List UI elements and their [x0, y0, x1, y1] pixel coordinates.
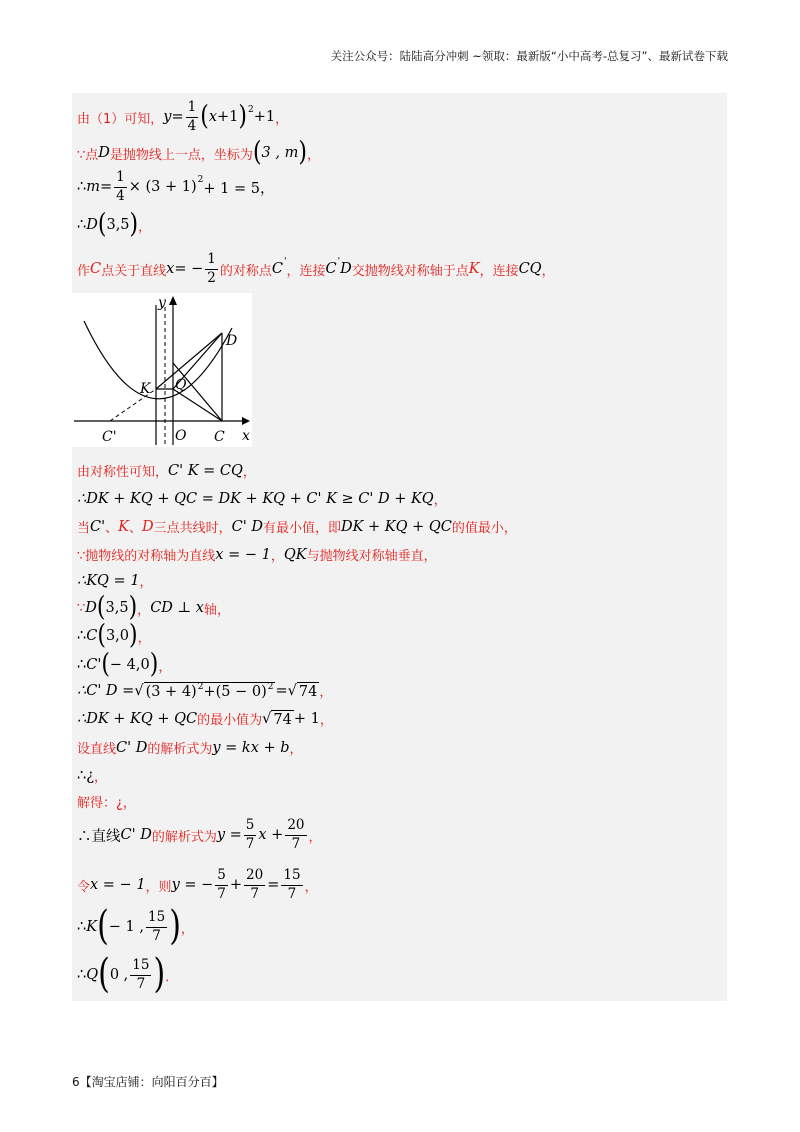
text: 设直线 — [77, 742, 117, 757]
text: ， — [270, 549, 284, 564]
math: ∴KQ = 1 — [77, 572, 140, 589]
sqrt: $(3 + 4)^2+(5 - 0)^2$ — [145, 681, 274, 700]
text: ， — [94, 770, 108, 785]
text: 三点共线时， — [153, 521, 232, 536]
page-footer: 6【淘宝店铺：向阳百分百】 — [72, 1075, 224, 1089]
math: x — [208, 109, 218, 125]
line-5 — [77, 253, 555, 285]
math: K — [86, 919, 98, 935]
label-C-prime: C' — [102, 429, 117, 445]
line-10 — [77, 571, 153, 590]
text: 点关于直线 — [101, 263, 167, 279]
math: C' D — [231, 518, 263, 535]
line-17 — [77, 766, 107, 785]
fraction: $\frac{5}{7}$ — [245, 817, 255, 852]
prime: ' — [283, 257, 287, 267]
sqrt: 74 — [298, 683, 318, 700]
math: C — [86, 628, 98, 644]
text: 的解析式为 — [147, 742, 213, 757]
label-y: y — [158, 295, 166, 311]
math: ∴直线 — [77, 828, 121, 845]
text: 由对称性可知， — [77, 465, 169, 480]
fraction: $\frac{15}{7}$ — [283, 867, 301, 902]
math: x = − 1 — [215, 546, 271, 563]
fraction: $\frac{1}{2}$ — [207, 251, 216, 286]
text: 的解析式为 — [151, 829, 217, 845]
line-4: ∴ D ( 3,5 ) ， — [77, 208, 152, 240]
page-header: 关注公众号：陆陆高分冲刺 ~领取：最新版“小中高考-总复习”、最新试卷下载 — [330, 49, 728, 63]
math: ∴C' D = — [77, 682, 135, 699]
fraction: $\frac{15}{7}$ — [148, 909, 166, 944]
math: ∴ — [77, 919, 87, 935]
math: C' K = CQ — [168, 462, 243, 479]
math: ∴ — [77, 179, 87, 195]
math: ∴ — [77, 657, 87, 673]
text: ， — [319, 713, 333, 728]
solution-panel — [72, 93, 727, 1001]
text: ， — [306, 147, 320, 163]
math: − 4,0 — [109, 657, 150, 673]
math: ∴ — [77, 217, 87, 233]
math: + 1 = 5， — [203, 180, 275, 197]
math: y = − — [171, 877, 214, 893]
line-2: ∵点 D 是抛物线上一点，坐标为 ( 3 , m ) ， — [77, 136, 320, 168]
figure-svg — [72, 293, 252, 447]
fraction: $\frac{1}{4}$ — [116, 169, 125, 204]
math: C — [90, 261, 102, 277]
label-C: C — [214, 429, 225, 445]
text: 与抛物线对称轴垂直， — [306, 549, 437, 564]
line-21: ∴ K ( − 1 , $\frac{15}{7}$ ) ， — [77, 902, 194, 950]
sqrt: 74 — [273, 711, 292, 728]
text: ， — [275, 111, 289, 127]
text: 的最小值为 — [197, 713, 263, 728]
math: QK — [283, 546, 307, 563]
math: D — [340, 261, 352, 277]
math: ∴¿ — [77, 767, 94, 784]
math: = — [99, 179, 113, 195]
text: 交抛物线对称轴于点 — [351, 263, 469, 279]
math: y = kx + b — [212, 739, 290, 756]
math: C' D — [120, 827, 152, 843]
math: 3,0 — [105, 628, 129, 644]
exponent: 2 — [197, 175, 204, 185]
math: D — [141, 518, 154, 535]
label-Q: Q — [175, 377, 187, 393]
text: ∵抛物线的对称轴为直线 — [77, 549, 216, 564]
math: DK + KQ + QC — [340, 518, 452, 535]
math: C — [325, 261, 337, 277]
text: ∵ — [77, 600, 86, 616]
math: C' — [86, 657, 102, 673]
math: ∴DK + KQ + QC = DK + KQ + C' K ≥ C' D + KQ — [77, 490, 434, 507]
text: ， — [122, 796, 136, 811]
text: 、 — [128, 521, 142, 536]
math: y — [163, 109, 172, 125]
math: = — [267, 877, 280, 893]
math: = — [275, 682, 288, 699]
text: ， — [289, 742, 303, 757]
exponent: 2 — [247, 105, 254, 115]
text: ， — [242, 465, 256, 480]
fraction: $\frac{20}{7}$ — [246, 867, 264, 902]
fraction: $\frac{20}{7}$ — [287, 817, 305, 852]
text: ， — [304, 879, 318, 895]
label-D: D — [226, 333, 238, 349]
geometry-figure — [72, 293, 252, 447]
math: y = — [216, 827, 242, 843]
math: D — [98, 145, 110, 161]
math: x = − 1 — [90, 877, 146, 893]
line-11: ∵ D ( 3,5 ) ， CD ⊥ x 轴， — [77, 591, 230, 623]
text: ， — [541, 263, 555, 279]
math: = − — [174, 261, 204, 277]
line-13: ∴ C' ( − 4,0 ) ， — [77, 648, 172, 680]
math: D — [86, 217, 98, 233]
math: 3,5 — [105, 600, 129, 616]
text: ∵点 — [77, 147, 99, 163]
line-22: ∴ Q ( 0 , $\frac{15}{7}$ ) ． — [77, 950, 179, 998]
math: D — [85, 600, 97, 616]
text: 是抛物线上一点，坐标为 — [109, 147, 253, 163]
line-8 — [77, 517, 517, 536]
math: 0 , — [109, 967, 129, 983]
line-12: ∴ C ( 3,0 ) ， — [77, 619, 151, 651]
line-19 — [77, 819, 322, 851]
label-O: O — [175, 428, 187, 444]
text: 有最小值，即 — [262, 521, 341, 536]
line-6 — [77, 461, 256, 480]
text: 的值最小， — [451, 521, 517, 536]
label-x: x — [242, 428, 250, 444]
math: CD ⊥ x — [150, 600, 204, 616]
fraction: $\frac{1}{4}$ — [187, 99, 197, 134]
prime: ' — [337, 257, 341, 267]
line-16 — [77, 738, 303, 757]
math: ∴ — [77, 967, 87, 983]
text: ， — [137, 602, 151, 618]
text: 轴， — [203, 602, 230, 618]
math: K — [468, 261, 480, 277]
text: 解得：¿ — [77, 796, 123, 811]
math: + 1 — [293, 710, 320, 727]
text: ， — [137, 630, 151, 646]
fraction: $\frac{15}{7}$ — [132, 957, 150, 992]
math: + — [229, 877, 243, 893]
math: ∴DK + KQ + QC — [77, 710, 198, 727]
text: ， — [139, 575, 153, 590]
text: 当 — [77, 521, 91, 536]
line-7 — [77, 489, 447, 508]
math: CQ — [518, 261, 542, 277]
text: ． — [165, 969, 179, 985]
math: C' — [90, 518, 106, 535]
text: 、 — [105, 521, 119, 536]
label-K: K — [140, 381, 151, 397]
math: × (3 + 1) — [128, 179, 197, 195]
text: ，连接 — [479, 263, 519, 279]
text: 的对称点 — [219, 263, 272, 279]
math: x + — [258, 827, 284, 843]
math: 3,5 — [106, 217, 130, 233]
math: +1 — [217, 109, 239, 125]
text: ，则 — [145, 879, 172, 895]
text: 作 — [77, 263, 91, 279]
math: +1 — [253, 109, 276, 125]
math: x — [166, 261, 175, 277]
math: = — [171, 109, 184, 125]
line-3 — [77, 171, 274, 203]
math: C — [271, 261, 283, 277]
math: Q — [86, 967, 99, 983]
line-1: 由（1）可知， y = $\frac{1}{4}$ ( x +1 ) 2 +1 ， — [77, 99, 289, 134]
text: ， — [138, 219, 152, 235]
line-18 — [77, 792, 136, 811]
line-20 — [77, 869, 318, 901]
fraction: $\frac{5}{7}$ — [217, 867, 226, 902]
text: ， — [319, 685, 333, 700]
text: ， — [158, 659, 172, 675]
math: K — [118, 518, 129, 535]
line-9 — [77, 545, 437, 564]
line-14: ∴C' D = √ $(3 + 4)^2+(5 - 0)^2$ = √ 74 ， — [77, 681, 333, 700]
text: ，连接 — [286, 263, 326, 279]
text: 令 — [77, 879, 91, 895]
math: 3 , m — [261, 145, 299, 161]
text: ， — [308, 829, 322, 845]
math: C' D — [116, 739, 148, 756]
line-15: ∴DK + KQ + QC 的最小值为 √ 74 + 1 ， — [77, 710, 333, 728]
math: m — [86, 179, 100, 195]
math: − 1 , — [108, 919, 144, 935]
text: ， — [180, 921, 194, 937]
math: ∴ — [77, 628, 87, 644]
text: ， — [433, 493, 447, 508]
text: 由（1）可知， — [77, 111, 164, 127]
